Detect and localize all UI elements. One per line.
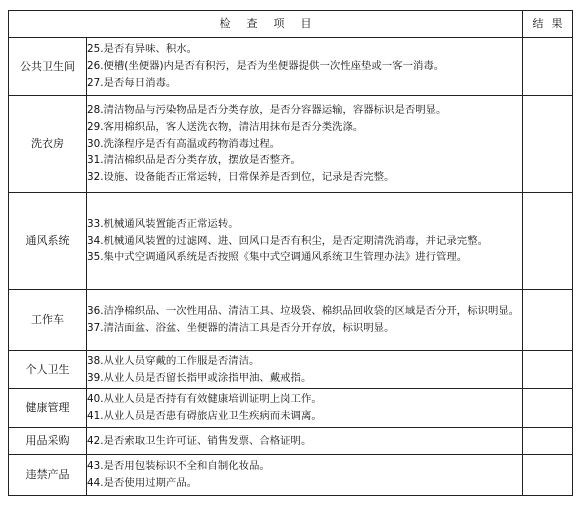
table-row [9,38,573,96]
check-item: 27.是否每日消毒。 [87,76,177,89]
check-item: 42.是否索取卫生许可证、销售发票、合格证明。 [87,434,312,447]
check-item: 35.集中式空调通风系统是否按照《集中式空调通风系统卫生管理办法》进行管理。 [87,251,468,264]
check-item: 34.机械通风装置的过滤网、进、回风口是否有积尘，是否定期清洗消毒，并记录完整。 [87,234,488,247]
check-item: 28.清洁物品与污染物品是否分类存放，是否分容器运输，容器标识是否明显。 [87,103,447,116]
items-cell [87,389,523,428]
category-cell: 工作车 [9,290,87,351]
check-item: 40.从业人员是否持有有效健康培训证明上岗工作。 [87,393,322,406]
result-cell[interactable] [523,96,573,193]
header-result: 结果 [523,11,573,38]
header-items: 检查项目 [9,11,523,38]
result-cell[interactable] [523,351,573,389]
result-cell[interactable] [523,38,573,96]
check-item: 37.清洁面盆、浴盆、坐便器的清洁工具是否分开存放，标识明显。 [87,322,395,334]
items-cell [87,351,523,389]
check-item: 41.从业人员是否患有碍旅店业卫生疾病而未调离。 [87,410,322,422]
category-cell: 个人卫生 [9,351,87,389]
check-item: 44.是否使用过期产品。 [87,477,198,489]
table-header-row [9,11,573,38]
items-cell [87,193,523,290]
check-item: 29.客用棉织品，客人送洗衣物，清洁用抹布是否分类洗涤。 [87,120,364,133]
category-cell: 通风系统 [9,193,87,290]
items-cell [87,38,523,96]
check-item: 25.是否有异味、积水。 [87,43,198,56]
table-row [9,96,573,193]
check-item: 32.设施、设备能否正常运转，日常保养是否到位，记录是否完整。 [87,171,395,184]
check-item: 30.洗涤程序是否有高温或药物消毒过程。 [87,137,281,150]
table-row [9,455,573,496]
result-cell[interactable] [523,193,573,290]
items-cell [87,290,523,351]
check-item: 39.从业人员是否留长指甲或涂指甲油、戴戒指。 [87,371,312,384]
check-item: 38.从业人员穿戴的工作服是否清洁。 [87,354,260,367]
check-item: 31.清洁棉织品是否分类存放，摆放是否整齐。 [87,154,301,167]
category-cell: 用品采购 [9,428,87,455]
result-cell[interactable] [523,455,573,496]
inspection-table [8,10,573,496]
table-row [9,193,573,290]
items-cell [87,96,523,193]
category-cell: 公共卫生间 [9,38,87,96]
category-cell: 违禁产品 [9,455,87,496]
category-cell: 健康管理 [9,389,87,428]
category-cell: 洗衣房 [9,96,87,193]
check-item: 33.机械通风装置能否正常运转。 [87,217,239,230]
check-item: 26.便槽(坐便器)内是否有积污，是否为坐便器提供一次性座垫或一客一消毒。 [87,60,445,73]
check-item: 43.是否用包装标识不全和自制化妆品。 [87,460,270,473]
table-row [9,428,573,455]
result-cell[interactable] [523,389,573,428]
items-cell [87,428,523,455]
table-row [9,351,573,389]
result-cell[interactable] [523,290,573,351]
items-cell [87,455,523,496]
table-row [9,290,573,351]
table-row [9,389,573,428]
check-item: 36.洁净棉织品、一次性用品、清洁工具、垃圾袋、棉织品回收袋的区域是否分开，标识明显。 [87,305,520,318]
result-cell[interactable] [523,428,573,455]
